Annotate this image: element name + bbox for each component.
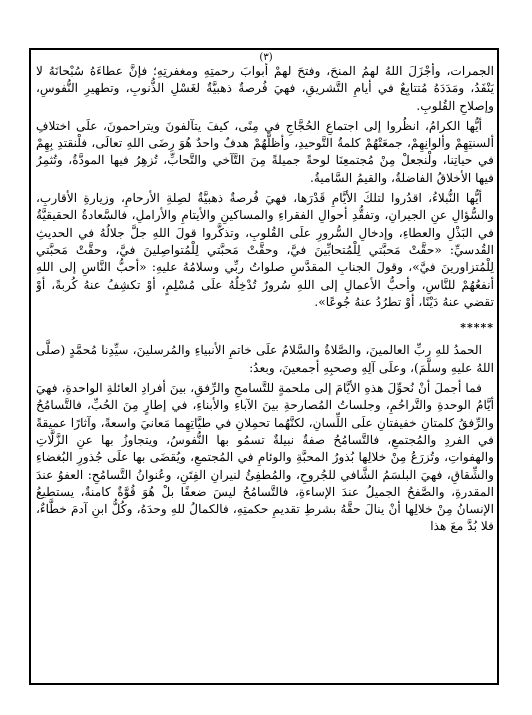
paragraph-5: فما أجملَ أنْ نُحوِّلَ هذهِ الأيَّامَ إلى ملحمةٍ للتَّسامحِ والرِّفقِ، بينَ أفرادِ العائلةِ الواحدةِ، فهيَ أيَّامُ الوحدةِ والتَّراحُمِ، وجلساتُ المُصارحةِ بينَ الآباءِ والأبناءِ، في إطارٍ مِنَ الحُبِّ، فالتَّسامُحُ والرِّفقُ كلمتانِ خفيفتانِ علَى اللِّسانِ، لكنَّهُما تحمِلانِ في طيَّاتِهِما مَعانيَ واسعةً، وآثارًا عميقةً في الفردِ والمُجتمعِ، فالتَّسامُحُ صفةٌ نبيلةٌ تسمُو بها النُّفوسُ، ويتجاوزُ بها عنِ الزَّلَّاتِ والهفواتِ، وتُزرَعُ مِنْ خلالِها بُذورُ المحبَّةِ والوئامِ في المُجتمعِ، ويُقضَى بها علَى جُذورِ البُغضاءِ والشِّقاقِ، فهيَ البلسَمُ الشَّافي للجُروحِ، والمُطفِئُ لنيرانِ الفِتَنِ، وعُنوانُ التَّسامُحِ: العفوُ عندَ المقدرةِ، والصَّفحُ الجميلُ عندَ الإساءةِ، فالتَّسامُحُ ليسَ ضعفًا بلْ هُوَ قُوَّةٌ كامنةٌ، يستطيعُ الإنسانُ مِنْ خلالِها أنْ ينالَ حقَّهُ بشرطِ تقديمِ حكمتِهِ، فالكمالُ للهِ وحدَهُ، وكُلُّ ابنِ آدمَ خطَّاءٌ، فلا بُدَّ معَ هذا	[36, 381, 494, 534]
paragraph-4: الحمدُ للهِ ربِّ العالمينَ، والصَّلاةُ والسَّلامُ علَى خاتمِ الأنبياءِ والمُرسلينَ، سيِّدِنا مُحمَّدٍ (صلَّى اللهُ عليهِ وسلَّمَ)، وعلَى آلِهِ وصحبِهِ أجمعينَ، وبعدُ:	[36, 343, 494, 375]
document-body	[36, 63, 494, 678]
section-separator: *****	[460, 321, 494, 335]
page-number: (٣)	[259, 52, 273, 63]
paragraph-2: أيُّها الكرامُ، انظُروا إلى اجتماعِ الحُجَّاجِ في مِنًى، كيفَ يتآلفونَ ويتراحمونَ، علَى اختلافِ ألسنتِهِمْ وألوانِهِمْ، جمعَتْهُمْ كلمةُ التَّوحيدِ، وأظلَّهُمْ هدفٌ واحدٌ هُوَ رِضَى اللهِ تعالَى، فلْنقتدِ بِهِمْ في حياتِنا، ولْنجعلْ مِنْ مُجتمعِنَا لوحةً جميلةً مِنَ التَّآخي والتَّحابِّ، تُزهِرُ فيها المودَّةُ، وتُثمِرُ فيها الأخلاقُ الفاضلةُ، والقيمُ السَّاميةُ.	[36, 118, 494, 185]
paragraph-3: أيُّها النُّبلاءُ، اقدُروا لتلكَ الأيَّامِ قَدْرَها، فهيَ فُرصةٌ ذهبيَّةٌ لصِلةِ الأرحامِ، وزيارةِ الأقاربِ، والسُّؤالِ عنِ الجيرانِ، وتفقُّدِ أحوالِ الفقراءِ والمساكينِ والأيتامِ والأراملِ، فالسَّعادةُ الحقيقيَّةُ في البَذْلِ والعطاءِ، وإدخالِ السُّرورِ علَى القُلوبِ، وتذكَّروا قولَ اللهِ جلَّ جلالُهُ في الحديثِ القُدسيِّ: «حقَّتْ مَحبَّتي لِلْمُتحابِّينَ فيَّ، وحقَّتْ مَحبَّتي لِلْمُتواصِلينَ فيَّ، وحقَّتْ مَحبَّتي لِلْمُتزاورينَ فيَّ»، وقولَ الجنابِ المقدَّسِ صلواتُ ربِّي وسلامُهُ عليهِ: «أحبُّ النَّاسِ إلى اللهِ أنفعُهُمْ للنَّاسِ، وأحبُّ الأعمالِ إلى اللهِ سُرورٌ تُدْخِلُهُ علَى مُسْلِمٍ، أوْ تكشِفُ عنهُ كُربةً، أوْ تقضي عنهُ دَيْنًا، أوْ تطرُدُ عنهُ جُوعًا».	[36, 191, 494, 309]
paragraph-1: الجمرات، وأجْزَلَ اللهُ لهمُ المنحَ، وفتحَ لهمْ أبوابَ رحمتِهِ ومغفرتِهِ؛ فإنَّ عطاءَهُ سُبْحانَهُ لا يَنْفَدُ، ومَدَدَهُ مُتتابِعٌ في أيامِ التَّشريقِ، فهيَ فُرصةٌ ذهبيَّةٌ لغَسْلِ الذُّنوبِ، وتطهيرِ النُّفوسِ، وإصلاحِ القُلوبِ.	[36, 64, 494, 113]
